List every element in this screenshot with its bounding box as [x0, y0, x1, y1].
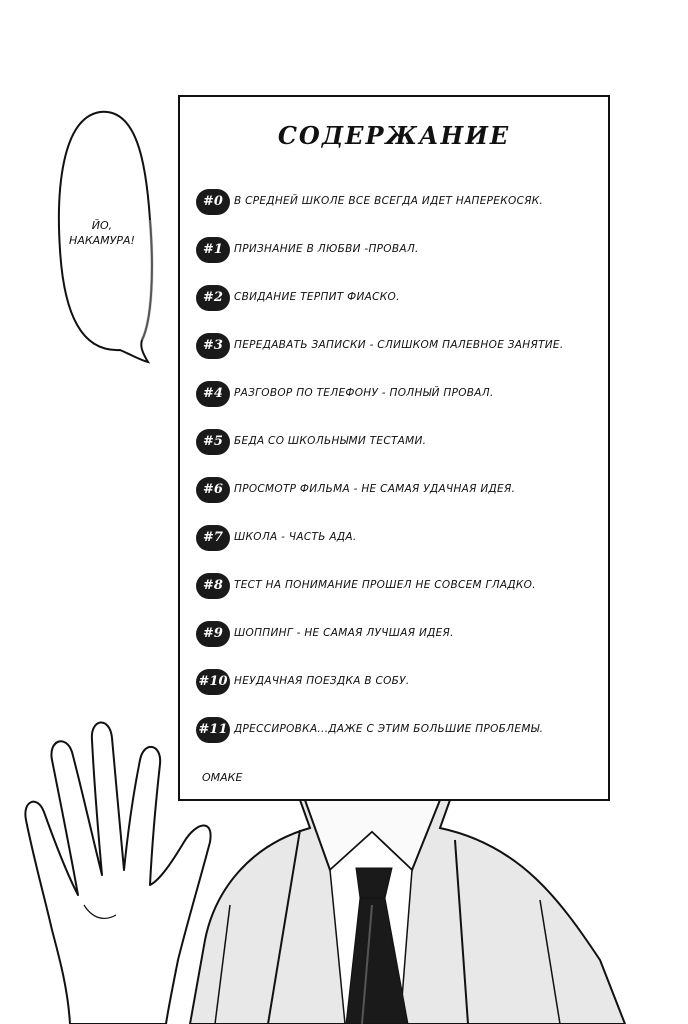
chapter-number-badge: #8	[196, 573, 230, 599]
chapter-number-badge: #5	[196, 429, 230, 455]
chapter-number-badge: #0	[196, 189, 230, 215]
chapter-item	[196, 381, 606, 407]
chapter-title: ПЕРЕДАВАТЬ ЗАПИСКИ - СЛИШКОМ ПАЛЕВНОЕ ЗАНЯТИЕ.	[234, 339, 564, 351]
chapter-number-badge: #6	[196, 477, 230, 503]
chapter-number-badge: #9	[196, 621, 230, 647]
speech-line: НАКАМУРА!	[69, 234, 135, 247]
chapter-item	[196, 717, 606, 743]
chapter-title: ПРОСМОТР ФИЛЬМА - НЕ САМАЯ УДАЧНАЯ ИДЕЯ.	[234, 483, 516, 495]
chapter-number-badge: #1	[196, 237, 230, 263]
chapter-title: ДРЕССИРОВКА...ДАЖЕ С ЭТИМ БОЛЬШИЕ ПРОБЛЕМЫ.	[234, 723, 544, 735]
speech-bubble-text	[62, 218, 142, 248]
chapter-title: СВИДАНИЕ ТЕРПИТ ФИАСКО.	[234, 291, 400, 303]
chapter-title: НЕУДАЧНАЯ ПОЕЗДКА В СОБУ.	[234, 675, 410, 687]
speech-line: ЙО,	[91, 219, 113, 232]
chapter-number-badge: #10	[196, 669, 230, 695]
chapter-number-badge: #7	[196, 525, 230, 551]
chapter-title: В СРЕДНЕЙ ШКОЛЕ ВСЕ ВСЕГДА ИДЕТ НАПЕРЕКОСЯК.	[234, 195, 544, 207]
chapter-number-badge: #4	[196, 381, 230, 407]
chapter-item	[196, 573, 606, 599]
chapter-item	[196, 477, 606, 503]
chapter-title: ШКОЛА - ЧАСТЬ АДА.	[234, 531, 357, 543]
chapter-item	[196, 621, 606, 647]
chapter-title: ПРИЗНАНИЕ В ЛЮБВИ -ПРОВАЛ.	[234, 243, 419, 255]
chapter-item	[196, 669, 606, 695]
chapter-item	[196, 285, 606, 311]
chapter-title: РАЗГОВОР ПО ТЕЛЕФОНУ - ПОЛНЫЙ ПРОВАЛ.	[234, 387, 494, 399]
chapter-item	[196, 333, 606, 359]
omake-label: ОМАКЕ	[202, 771, 243, 784]
chapter-number-badge: #2	[196, 285, 230, 311]
chapter-number-badge: #11	[196, 717, 230, 743]
chapter-title: ШОППИНГ - НЕ САМАЯ ЛУЧШАЯ ИДЕЯ.	[234, 627, 454, 639]
chapter-item	[196, 189, 606, 215]
chapter-title: ТЕСТ НА ПОНИМАНИЕ ПРОШЕЛ НЕ СОВСЕМ ГЛАДКО.	[234, 579, 536, 591]
chapter-title: БЕДА СО ШКОЛЬНЫМИ ТЕСТАМИ.	[234, 435, 427, 447]
chapter-item	[196, 237, 606, 263]
chapter-item	[196, 429, 606, 455]
chapter-number-badge: #3	[196, 333, 230, 359]
chapter-item	[196, 525, 606, 551]
contents-board	[178, 95, 610, 801]
contents-title: СОДЕРЖАНИЕ	[277, 121, 511, 150]
character-body	[190, 800, 625, 1024]
